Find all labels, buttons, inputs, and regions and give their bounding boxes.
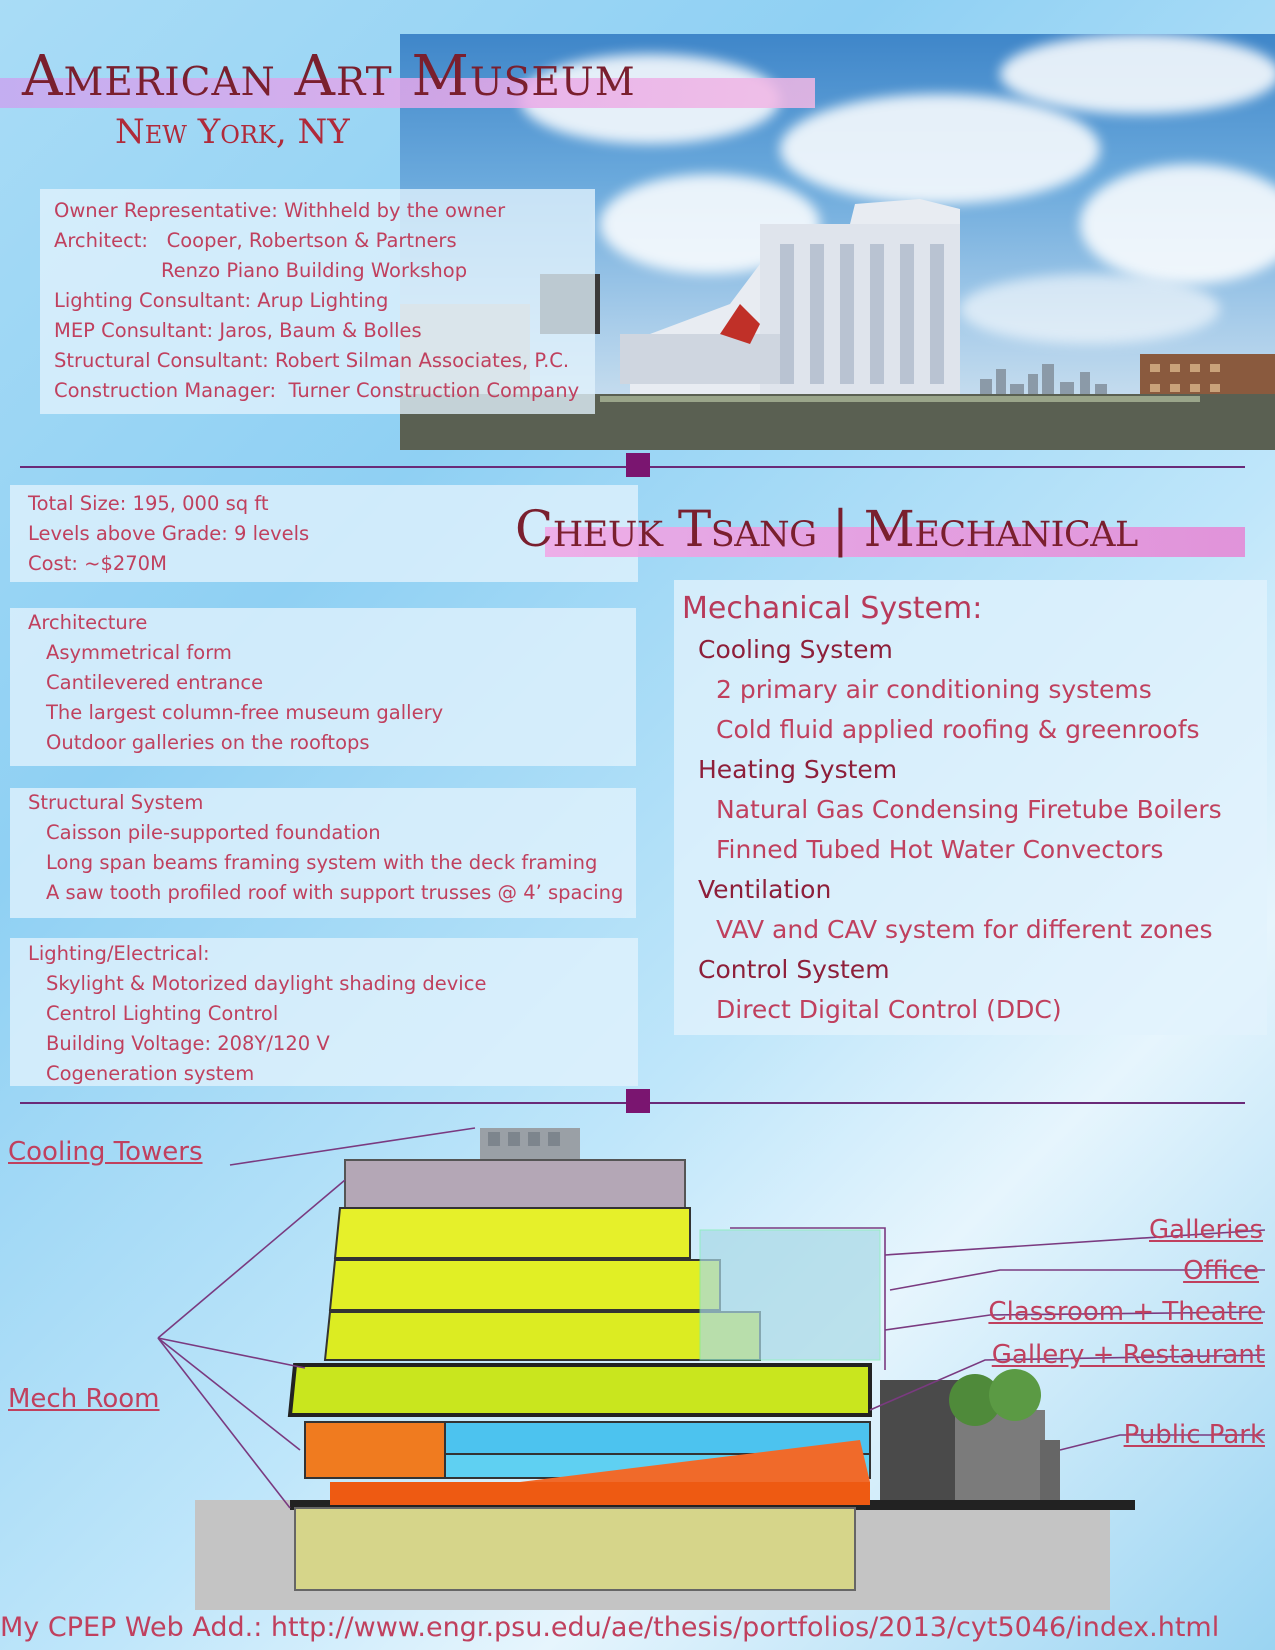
list-item: 2 primary air conditioning systems bbox=[716, 675, 1152, 704]
list-item: Cold fluid applied roofing & greenroofs bbox=[716, 715, 1200, 744]
page-title: American Art Museum bbox=[22, 44, 636, 109]
label-office: Office bbox=[1183, 1256, 1259, 1286]
project-team-list bbox=[54, 196, 579, 406]
label-gallery-restaurant: Gallery + Restaurant bbox=[991, 1340, 1265, 1370]
list-item: Natural Gas Condensing Firetube Boilers bbox=[716, 795, 1222, 824]
structural-heading: Structural System bbox=[28, 791, 204, 814]
list-item: Finned Tubed Hot Water Convectors bbox=[716, 835, 1164, 864]
stat-cost: Cost: ~$270M bbox=[28, 552, 167, 575]
label-classroom-theatre: Classroom + Theatre bbox=[988, 1297, 1263, 1327]
mechanical-list bbox=[682, 588, 1222, 1030]
label-galleries: Galleries bbox=[1149, 1215, 1263, 1245]
group-control: Control System bbox=[698, 955, 890, 984]
list-item: Long span beams framing system with the deck framing bbox=[46, 851, 598, 874]
footer-web-address[interactable]: My CPEP Web Add.: http://www.engr.psu.edu/ae/thesis/portfolios/2013/cyt5046/index.html bbox=[0, 1612, 1220, 1643]
group-cooling: Cooling System bbox=[698, 635, 893, 664]
stat-size: Total Size: 195, 000 sq ft bbox=[28, 492, 269, 515]
team-row: Owner Representative: Withheld by the owner bbox=[54, 199, 506, 222]
team-row: Architect: Cooper, Robertson & Partners bbox=[54, 229, 457, 252]
list-item: Direct Digital Control (DDC) bbox=[716, 995, 1062, 1024]
structural-list bbox=[28, 788, 623, 908]
architecture-heading: Architecture bbox=[28, 611, 148, 634]
stats-list bbox=[28, 489, 309, 579]
label-public-park: Public Park bbox=[1123, 1420, 1265, 1450]
list-item: Skylight & Motorized daylight shading device bbox=[46, 972, 487, 995]
mechanical-heading: Mechanical System: bbox=[682, 591, 983, 626]
list-item: VAV and CAV system for different zones bbox=[716, 915, 1213, 944]
team-row: MEP Consultant: Jaros, Baum & Bolles bbox=[54, 319, 422, 342]
team-row: Structural Consultant: Robert Silman Associates, P.C. bbox=[54, 349, 570, 372]
page-subtitle: New York, NY bbox=[115, 112, 350, 152]
team-row: Construction Manager: Turner Construction Company bbox=[54, 379, 580, 402]
list-item: Building Voltage: 208Y/120 V bbox=[46, 1032, 330, 1055]
author-heading: Cheuk Tsang | Mechanical bbox=[515, 500, 1138, 558]
group-ventilation: Ventilation bbox=[698, 875, 832, 904]
label-mech-room: Mech Room bbox=[8, 1384, 160, 1414]
list-item: Centrol Lighting Control bbox=[46, 1002, 279, 1025]
label-cooling-towers: Cooling Towers bbox=[8, 1137, 203, 1167]
list-item: Outdoor galleries on the rooftops bbox=[46, 731, 370, 754]
list-item: The largest column-free museum gallery bbox=[46, 701, 444, 724]
list-item: Asymmetrical form bbox=[46, 641, 232, 664]
stat-levels: Levels above Grade: 9 levels bbox=[28, 522, 310, 545]
architecture-list bbox=[28, 608, 443, 758]
divider-marker bbox=[626, 453, 650, 477]
lighting-list bbox=[28, 939, 486, 1089]
team-row: Lighting Consultant: Arup Lighting bbox=[54, 289, 389, 312]
list-item: Cantilevered entrance bbox=[46, 671, 264, 694]
lighting-heading: Lighting/Electrical: bbox=[28, 942, 210, 965]
list-item: A saw tooth profiled roof with support trusses @ 4’ spacing bbox=[46, 881, 624, 904]
group-heating: Heating System bbox=[698, 755, 898, 784]
team-row: Renzo Piano Building Workshop bbox=[161, 259, 468, 282]
list-item: Cogeneration system bbox=[46, 1062, 255, 1085]
list-item: Caisson pile-supported foundation bbox=[46, 821, 381, 844]
